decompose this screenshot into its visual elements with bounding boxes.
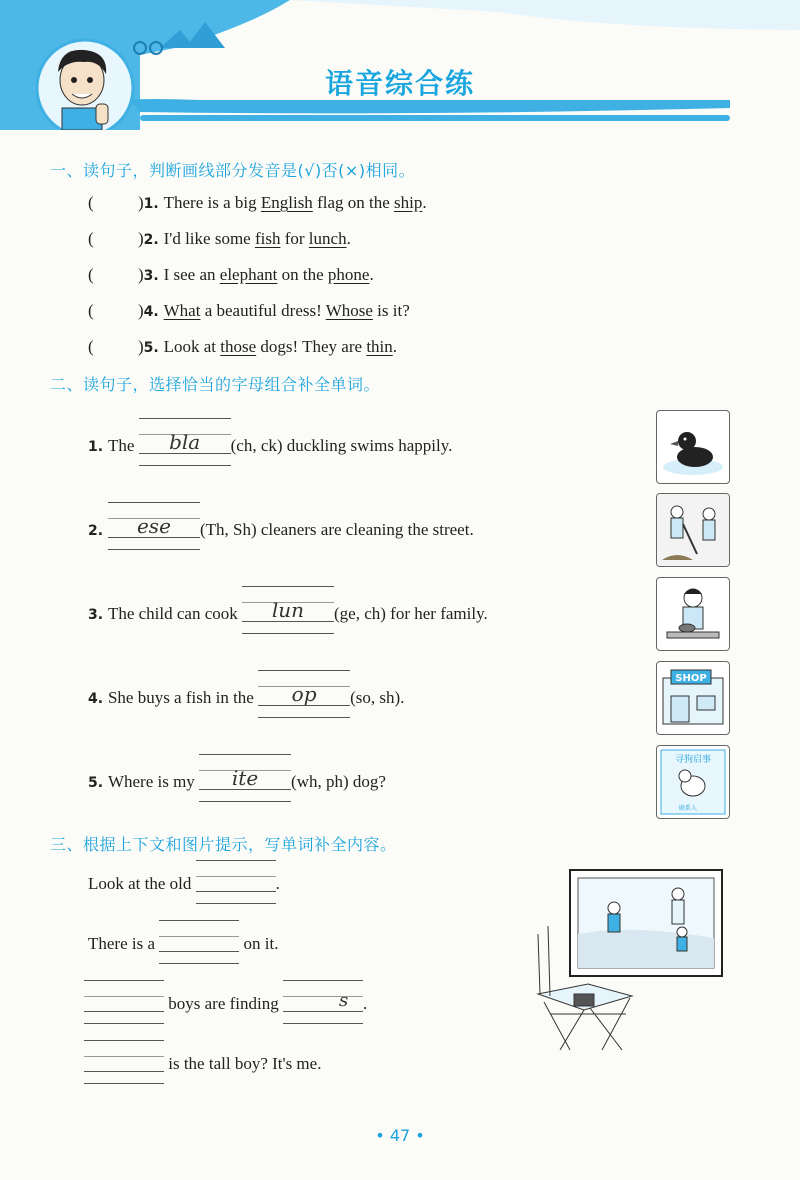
item-number: 4. (88, 691, 108, 707)
lost-dog-title: 寻狗启事 (674, 755, 712, 765)
street-cleaners-picture (656, 493, 730, 567)
judge-item-2: ( )2. I'd like some fish for lunch. (88, 229, 351, 248)
item-number: 5. (143, 340, 164, 356)
underlined-word: fish (254, 229, 281, 248)
s3-blank-1[interactable] (196, 874, 276, 894)
answer-blank[interactable] (108, 516, 200, 540)
s3-blank-2[interactable] (159, 934, 239, 954)
section-2-title: 二、读句子，选择恰当的字母组合补全单词。 (50, 375, 381, 394)
s3-line-1: Look at the old . (88, 874, 280, 894)
lost-dog-contact: 联系人 (679, 805, 698, 812)
underlined-word: elephant (219, 265, 278, 284)
judge-item-4: ( )4. What a beautiful dress! Whose is it? (88, 301, 410, 320)
item-number: 3. (143, 268, 164, 284)
fill-item-4: 4. She buys a fish in the op (so, sh). (88, 684, 404, 708)
underlined-word: thin (366, 337, 393, 356)
item-number: 2. (143, 232, 164, 248)
fill-item-2: 2. ese (Th, Sh) cleaners are cleaning the street. (88, 516, 474, 540)
duckling-picture (656, 410, 730, 484)
page-number: • 47 • (375, 1126, 425, 1145)
lost-dog-poster-picture (656, 745, 730, 819)
answer-blank[interactable] (242, 600, 334, 624)
handwritten-answer: ese (136, 514, 171, 538)
item-number: 1. (143, 196, 164, 212)
answer-blank[interactable] (139, 432, 231, 456)
underlined-word: Whose (325, 301, 373, 320)
underlined-word: English (260, 193, 313, 212)
underlined-word: lunch (308, 229, 347, 248)
judge-item-1: ( )1. There is a big English flag on the ship. (88, 193, 427, 212)
s3-line-4: is the tall boy? It's me. (84, 1054, 321, 1074)
section-3-title: 三、根据上下文和图片提示，写单词补全内容。 (50, 835, 397, 854)
s3-blank-5[interactable] (84, 1054, 164, 1074)
answer-parens[interactable]: ( (88, 337, 94, 356)
answer-blank[interactable] (258, 684, 350, 708)
underlined-word: phone (327, 265, 370, 284)
s3-blank-4[interactable]: s (283, 994, 363, 1014)
underlined-word: What (163, 301, 201, 320)
s3-line-2: There is a on it. (88, 934, 278, 954)
answer-parens[interactable]: ( (88, 229, 94, 248)
fill-item-5: 5. Where is my ite (wh, ph) dog? (88, 768, 386, 792)
shop-sign-text: SHOP (675, 673, 707, 684)
fill-item-3: 3. The child can cook lun (ge, ch) for her family. (88, 600, 488, 624)
section-1-title: 一、读句子，判断画线部分发音是(√)否(×)相同。 (50, 161, 416, 180)
item-number: 5. (88, 775, 108, 791)
item-number: 4. (143, 304, 164, 320)
underlined-word: those (220, 337, 257, 356)
handwritten-answer: bla (169, 430, 201, 454)
fill-item-1: 1. The bla (ch, ck) duckling swims happily. (88, 432, 452, 456)
item-number: 3. (88, 607, 108, 623)
girl-cooking-picture (656, 577, 730, 651)
answer-parens[interactable]: ( (88, 265, 94, 284)
s3-blank-3[interactable] (84, 994, 164, 1014)
answer-blank[interactable] (199, 768, 291, 792)
handwritten-answer: ite (231, 766, 259, 790)
item-number: 1. (88, 439, 108, 455)
page-title: 语音综合练 (324, 67, 475, 100)
shop-picture (656, 661, 730, 735)
judge-item-3: ( )3. I see an elephant on the phone. (88, 265, 374, 284)
photo-on-chair-picture (530, 864, 730, 1050)
underlined-word: ship (394, 193, 423, 212)
s3-line-3: boys are finding s . (84, 994, 367, 1014)
answer-parens[interactable]: ( (88, 301, 94, 320)
answer-parens[interactable]: ( (88, 193, 94, 212)
judge-item-5: ( )5. Look at those dogs! They are thin. (88, 337, 398, 356)
handwritten-answer: op (291, 682, 317, 706)
handwritten-answer: lun (271, 598, 305, 622)
item-number: 2. (88, 523, 108, 539)
